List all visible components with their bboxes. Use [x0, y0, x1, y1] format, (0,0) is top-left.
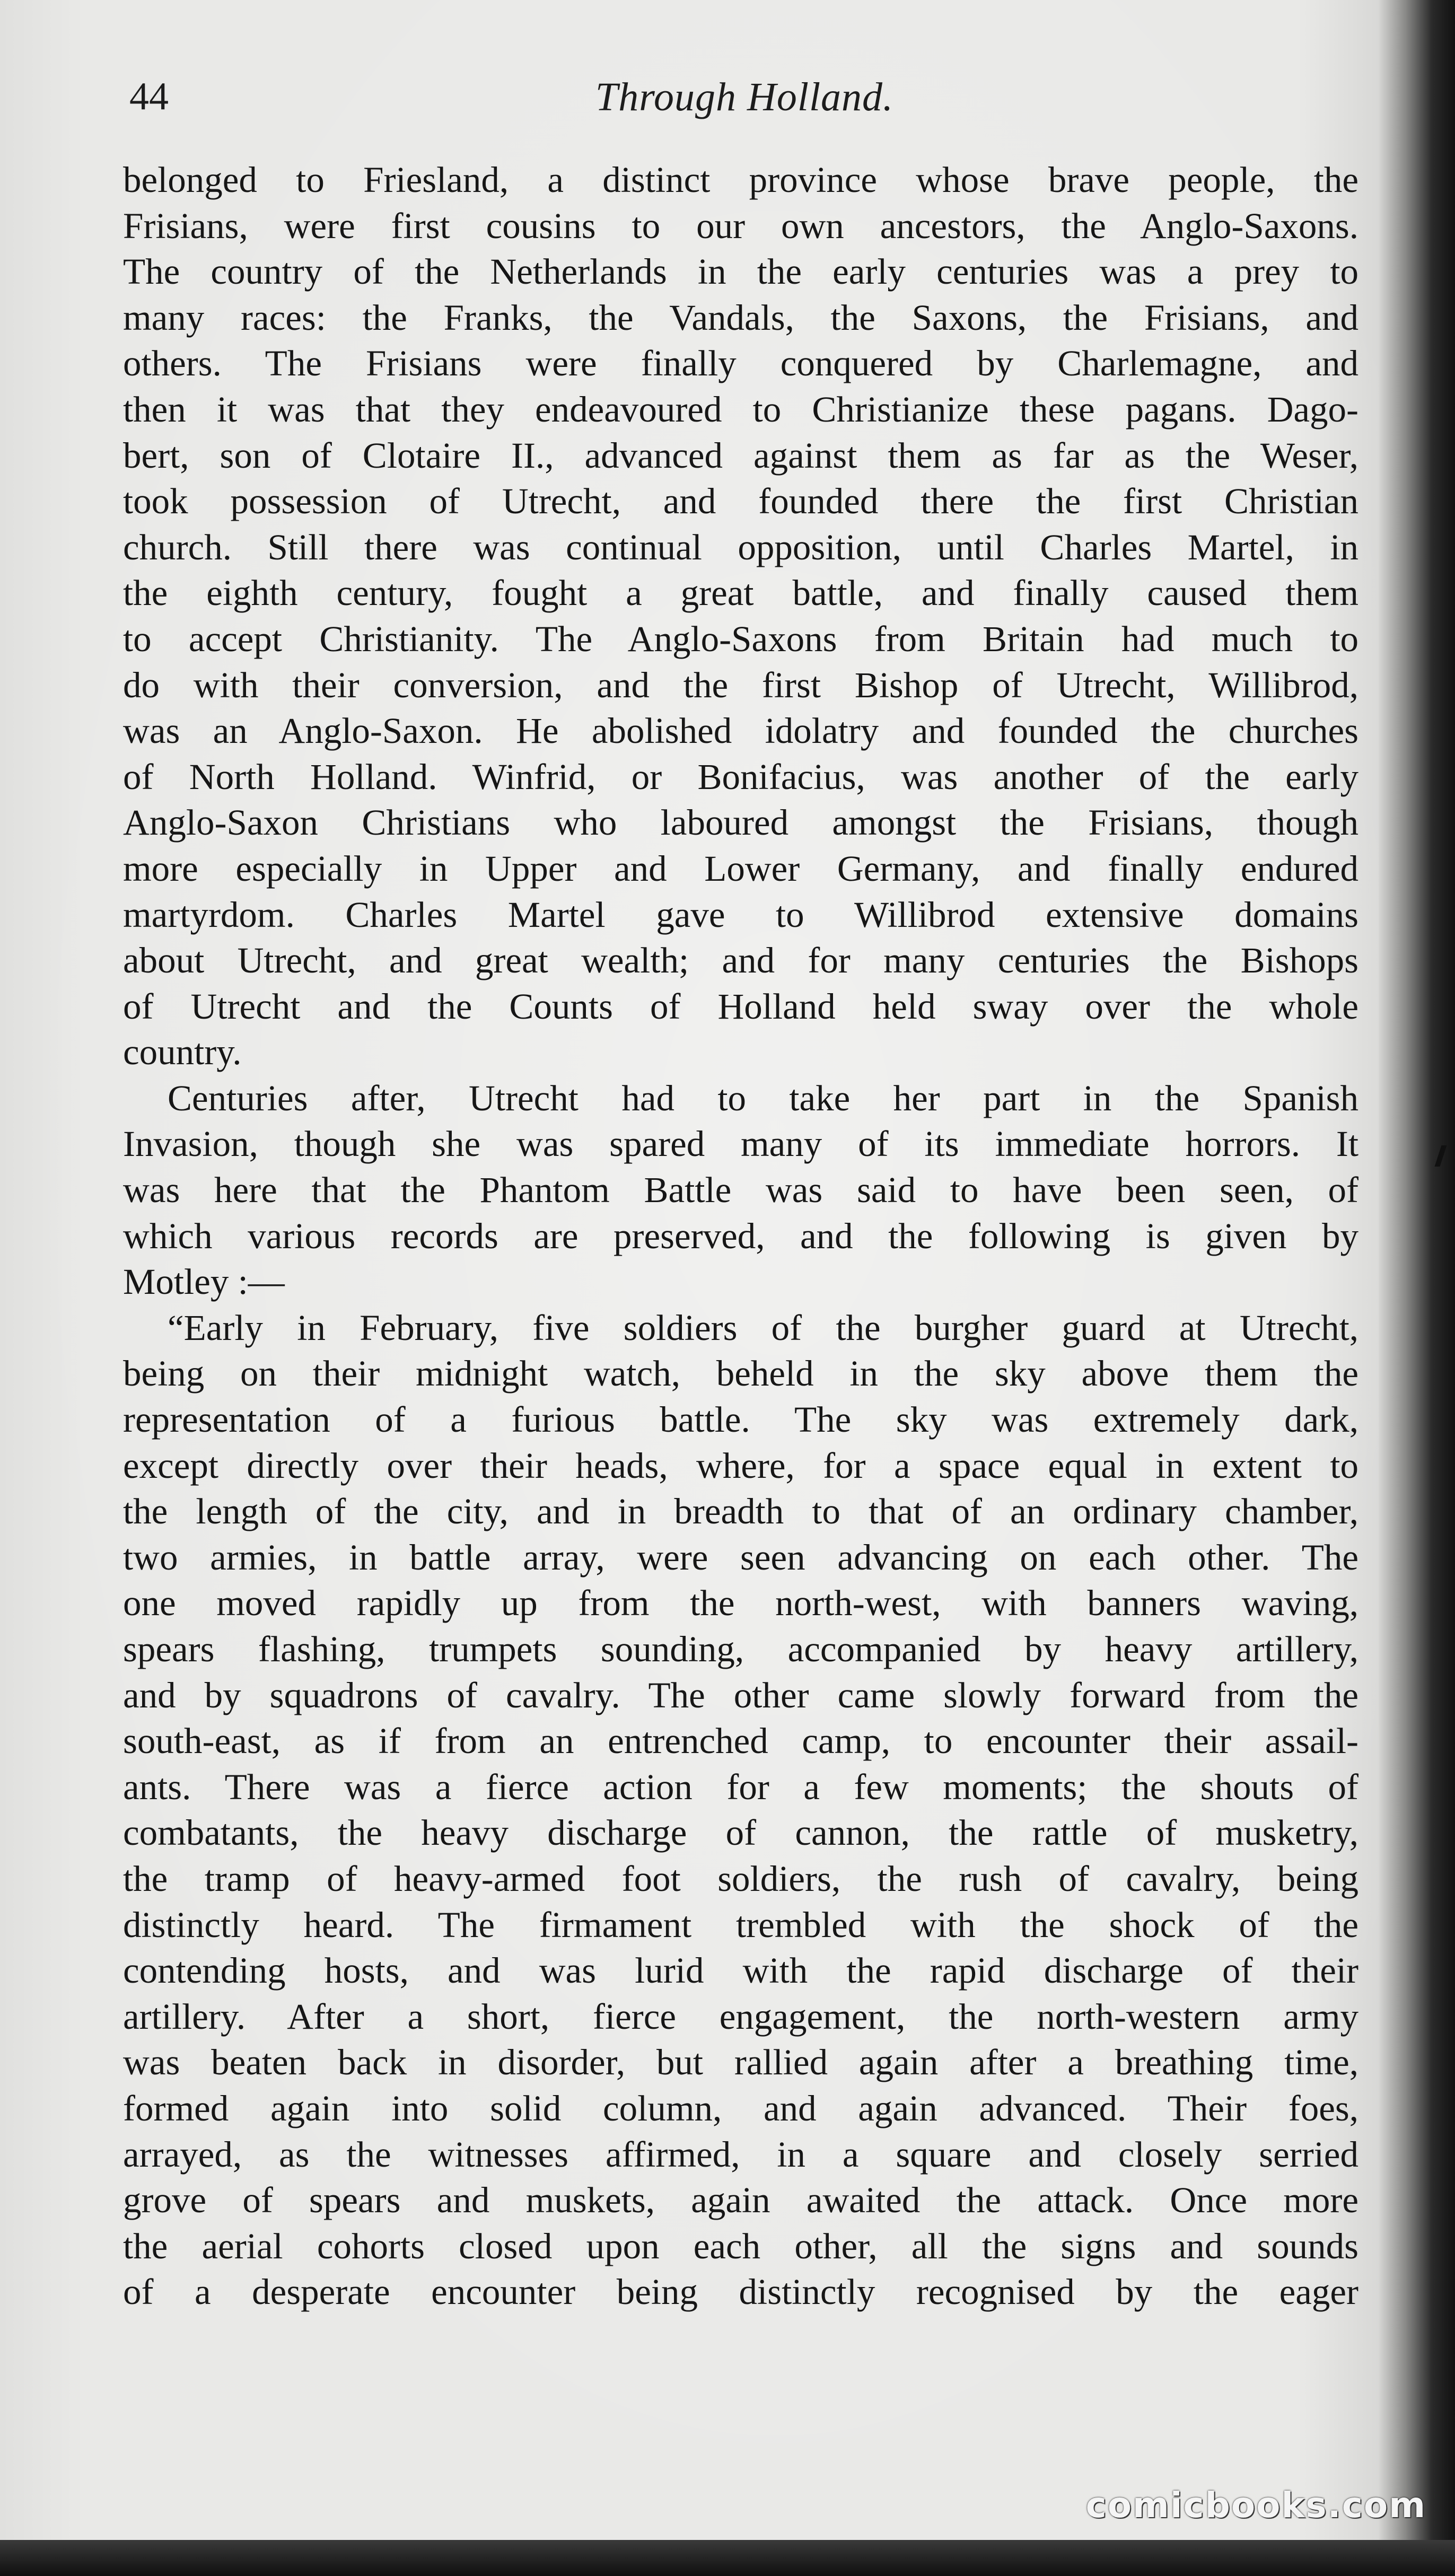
text-line: “Early in February, five soldiers of the burgher guard at Utrecht,: [168, 1307, 1358, 1348]
text-line: The country of the Netherlands in the early centuries was a prey to: [123, 251, 1358, 292]
text-line: the tramp of heavy-armed foot soldiers, the rush of cavalry, being: [123, 1858, 1358, 1899]
text-line: then it was that they endeavoured to Christianize these pagans. Dago-: [123, 389, 1358, 430]
running-head: [129, 68, 1360, 126]
text-line: many races: the Franks, the Vandals, the Saxons, the Frisians, and: [123, 297, 1358, 338]
text-line: of North Holland. Winfrid, or Bonifacius, was another of the early: [123, 756, 1358, 797]
text-line: do with their conversion, and the first Bishop of Utrecht, Willibrod,: [123, 664, 1358, 705]
text-line: distinctly heard. The firmament trembled with the shock of the: [123, 1904, 1358, 1945]
text-line: country.: [123, 1032, 242, 1073]
text-line: was here that the Phantom Battle was said to have been seen, of: [123, 1170, 1358, 1211]
text-line: the length of the city, and in breadth to that of an ordinary chamber,: [123, 1491, 1358, 1532]
text-line: church. Still there was continual opposition, until Charles Martel, in: [123, 527, 1358, 567]
text-line: one moved rapidly up from the north-west, with banners waving,: [123, 1583, 1358, 1624]
text-line: about Utrecht, and great wealth; and for many centuries the Bishops: [123, 940, 1358, 981]
text-line: spears flashing, trumpets sounding, accompanied by heavy artillery,: [123, 1629, 1358, 1669]
text-line: others. The Frisians were finally conquered by Charlemagne, and: [123, 343, 1358, 384]
text-line: Motley :—: [123, 1261, 285, 1302]
text-line: being on their midnight watch, beheld in the sky above them the: [123, 1353, 1358, 1394]
text-line: belonged to Friesland, a distinct province whose brave people, the: [123, 160, 1358, 200]
text-line: representation of a furious battle. The sky was extremely dark,: [123, 1399, 1358, 1440]
text-line: of Utrecht and the Counts of Holland held sway over the whole: [123, 986, 1358, 1027]
text-line: more especially in Upper and Lower Germany, and finally endured: [123, 848, 1358, 889]
text-line: to accept Christianity. The Anglo-Saxons from Britain had much to: [123, 618, 1358, 659]
text-line: formed again into solid column, and again advanced. Their foes,: [123, 2088, 1358, 2128]
text-line: contending hosts, and was lurid with the rapid discharge of their: [123, 1950, 1358, 1991]
text-line: south-east, as if from an entrenched camp, to encounter their assail-: [123, 1721, 1358, 1762]
text-line: grove of spears and muskets, again awaited the attack. Once more: [123, 2180, 1358, 2221]
text-line: which various records are preserved, and the following is given by: [123, 1215, 1358, 1256]
page-edge-shadow: [1379, 0, 1455, 2576]
text-line: Anglo-Saxon Christians who laboured amongst the Frisians, though: [123, 802, 1358, 843]
text-line: except directly over their heads, where, for a space equal in extent to: [123, 1445, 1358, 1486]
text-line: Invasion, though she was spared many of its immediate horrors. It: [123, 1124, 1358, 1164]
text-line: martyrdom. Charles Martel gave to Willibrod extensive domains: [123, 894, 1358, 935]
text-line: the aerial cohorts closed upon each other, all the signs and sounds: [123, 2225, 1358, 2266]
text-line: bert, son of Clotaire II., advanced against them as far as the Weser,: [123, 435, 1358, 476]
body-text: [123, 157, 1358, 2315]
text-line: and by squadrons of cavalry. The other came slowly forward from the: [123, 1675, 1358, 1715]
text-line: was an Anglo-Saxon. He abolished idolatry and founded the churches: [123, 711, 1358, 751]
watermark: comicbooks.com: [1085, 2485, 1426, 2526]
running-title: Through Holland.: [595, 75, 894, 119]
text-line: of a desperate encounter being distinctly recognised by the eager: [123, 2272, 1358, 2312]
text-line: ants. There was a fierce action for a few moments; the shouts of: [123, 1766, 1358, 1807]
text-line: combatants, the heavy discharge of cannon, the rattle of musketry,: [123, 1812, 1358, 1853]
scan-bottom-border: [0, 2540, 1455, 2576]
text-line: was beaten back in disorder, but rallied again after a breathing time,: [123, 2042, 1358, 2083]
text-line: Centuries after, Utrecht had to take her part in the Spanish: [168, 1077, 1358, 1118]
text-line: two armies, in battle array, were seen advancing on each other. The: [123, 1537, 1358, 1578]
text-line: arrayed, as the witnesses affirmed, in a square and closely serried: [123, 2134, 1358, 2175]
text-line: Frisians, were first cousins to our own ancestors, the Anglo-Saxons.: [123, 205, 1358, 246]
text-line: took possession of Utrecht, and founded there the first Christian: [123, 481, 1358, 522]
text-line: the eighth century, fought a great battle, and finally caused them: [123, 573, 1358, 614]
text-line: artillery. After a short, fierce engagement, the north-western army: [123, 1996, 1358, 2037]
page-number: 44: [129, 75, 169, 118]
